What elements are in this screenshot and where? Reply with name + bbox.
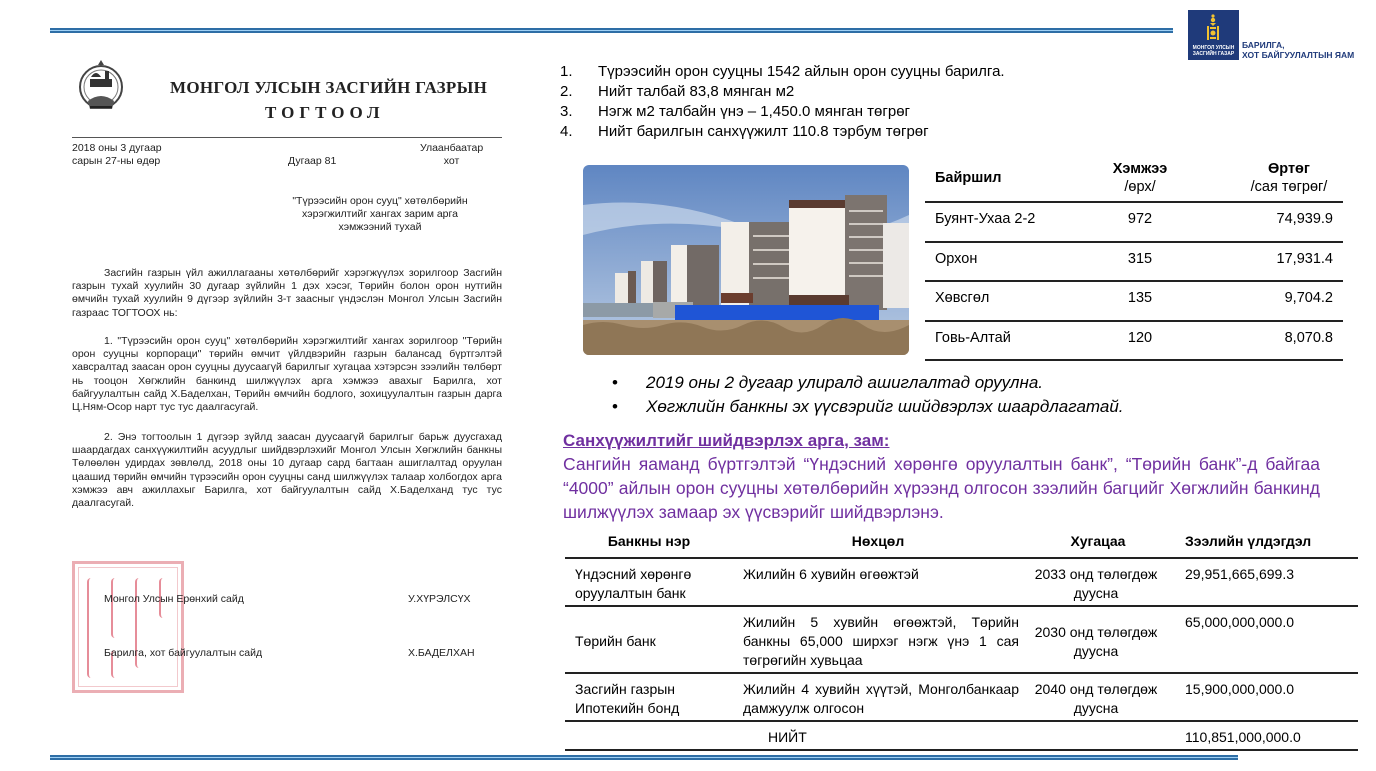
city-line-2: хот bbox=[443, 155, 460, 167]
financing-heading: Санхүүжилтийг шийдвэрлэх арга, зам: bbox=[563, 431, 890, 450]
col-bank: Банкны нэр bbox=[607, 533, 691, 549]
table-total-row bbox=[565, 721, 1358, 750]
cell-maturity: 2033 онд төлөгдөж дуусна bbox=[1034, 566, 1158, 601]
housing-locations-table bbox=[925, 158, 1343, 361]
official-seal-stamp bbox=[72, 561, 184, 693]
item-number: 2. bbox=[560, 83, 573, 100]
col-quantity bbox=[1075, 158, 1205, 202]
signatory-name: У.ХҮРЭЛСҮХ bbox=[408, 593, 471, 605]
list-item bbox=[560, 82, 1005, 102]
bank-loans-table bbox=[565, 530, 1358, 751]
government-resolution-scan bbox=[60, 45, 520, 705]
cell-location: Буянт-Ухаа 2-2 bbox=[935, 211, 1036, 227]
cell-terms: Жилийн 4 хувийн хүүтэй, Монголбанкаар дамжуулж олгосон bbox=[743, 681, 1019, 716]
list-item bbox=[560, 102, 1005, 122]
cell-bank: Засгийн газрын Ипотекийн бонд bbox=[575, 681, 680, 716]
cell-cost: 9,704.2 bbox=[1284, 290, 1333, 306]
bottom-divider bbox=[50, 755, 1238, 760]
resolution-subject bbox=[280, 195, 480, 234]
subject-line-2: хэрэгжилтийг хангах зарим арга bbox=[302, 208, 458, 220]
list-item: • 2019 оны 2 дугаар улиралд ашиглалтад оруулна. bbox=[612, 371, 1124, 395]
signatory-title: Барилга, хот байгуулалтын сайд bbox=[104, 647, 263, 659]
cell-quantity: 135 bbox=[1127, 290, 1153, 306]
item-text: Нийт талбай 83,8 мянган м2 bbox=[598, 83, 795, 100]
cell-balance: 29,951,665,699.3 bbox=[1185, 566, 1294, 582]
list-item bbox=[560, 62, 1005, 82]
col-cost bbox=[1205, 158, 1343, 202]
col-location: Байршил bbox=[935, 169, 1002, 186]
building-illustration bbox=[583, 165, 909, 355]
subject-line-1: "Түрээсийн орон сууц" хөтөлбөрийн bbox=[292, 195, 468, 207]
cell-quantity: 120 bbox=[1127, 329, 1153, 346]
table-row bbox=[565, 673, 1358, 721]
item-number: 4. bbox=[560, 123, 573, 140]
cell-quantity: 315 bbox=[1127, 250, 1153, 267]
resolution-clause-1: 1. "Түрээсийн орон сууц" хөтөлбөрийн хэрэгжилтийг хангах зорилгоор "Төрийн орон сууцны корпораци" төрийн өмчит үйлдвэрийн газрын балансад бүртгэлтэй хавсралтад заасан орон сууцны дуусаагүй барилгыг хугацаа хэтэрсэн зээлийн төлбөрт нь тооцон Хөгжлийн банкинд шилжүүлэх арга хэмжээ авахыг Барилга, хот байгуулалтын сайд Х.Баделхан, Төрийн өмчийн бодлого, зохицуулалтын газрын дарга Ц.Ням-Осор нарт тус тус даалгасугай. bbox=[72, 335, 502, 414]
top-divider bbox=[50, 28, 1173, 33]
cell-bank: Төрийн банк bbox=[575, 633, 656, 649]
cell-cost: 17,931.4 bbox=[1276, 250, 1333, 267]
ministry-name bbox=[1242, 40, 1354, 60]
cell-terms: Жилийн 6 хувийн өгөөжтэй bbox=[743, 566, 919, 582]
financing-description: Сангийн яаманд бүртгэлтэй “Үндэсний хөрөнгө оруулалтын банк”, “Төрийн банк”-д байгаа “4000” айлын орон сууцны хөтөлбөрийн хүрээнд олгосон зээлийн багцийг Хөгжлийн банкинд шилжүүлэх замаар эх үүсвэрийг шийдвэрлэнэ. bbox=[563, 454, 1320, 522]
soyombo-icon bbox=[1207, 14, 1219, 42]
col-balance: Зээлийн үлдэгдэл bbox=[1185, 533, 1312, 549]
cell-quantity: 972 bbox=[1127, 211, 1153, 227]
cost-label: Өртөг bbox=[1268, 160, 1310, 177]
table-row bbox=[565, 558, 1358, 606]
item-text: Нэгж м2 талбайн үнэ – 1,450.0 мянган төгрөг bbox=[598, 103, 911, 120]
resolution-type: ТОГТООЛ bbox=[265, 103, 385, 122]
ministry-logo bbox=[1188, 10, 1354, 60]
total-value: 110,851,000,000.0 bbox=[1185, 729, 1301, 745]
resolution-number: Дугаар 81 bbox=[288, 155, 337, 167]
table-row bbox=[925, 321, 1343, 361]
cell-location: Орхон bbox=[935, 250, 978, 267]
table-row bbox=[925, 202, 1343, 242]
state-emblem-icon bbox=[78, 57, 124, 121]
item-number: 1. bbox=[560, 63, 573, 80]
resolution-date bbox=[72, 142, 162, 168]
cell-terms: Жилийн 5 хувийн өгөөжтэй, Төрийн банкны 65,000 ширхэг нэгж үнэ 1 сая төгрөгийн хувьцаа bbox=[743, 614, 1019, 668]
total-label: НИЙТ bbox=[768, 729, 807, 745]
cell-cost: 8,070.8 bbox=[1284, 329, 1333, 346]
status-bullets bbox=[612, 371, 1124, 419]
list-item: • Хөгжлийн банкны эх үүсвэрийг шийдвэрлэх шаардлагатай. bbox=[612, 395, 1124, 419]
table-row bbox=[925, 242, 1343, 282]
resolution-preamble: Засгийн газрын үйл ажиллагааны хөтөлбөрийг хэрэгжүүлэх зорилгоор Засгийн газрын тухай хуулийн 30 дугаар зүйлийн 1 дэх хэсэг, Төрийн болон орон нутгийн өмчийн тухай хуулийн 9 дүгээр зүйлийн 3-т заасныг үндэслэн Монгол Улсын Засгийн газраас ТОГТООХ нь: bbox=[72, 267, 502, 319]
mongol-script-glyph bbox=[87, 578, 99, 678]
date-line-1: 2018 оны 3 дугаар bbox=[72, 142, 162, 154]
col-terms: Нөхцөл bbox=[851, 533, 905, 549]
cell-balance: 65,000,000,000.0 bbox=[1185, 614, 1294, 630]
table-header-row bbox=[565, 530, 1358, 558]
resolution-city bbox=[420, 142, 483, 168]
signatory-title: Монгол Улсын Ерөнхий сайд bbox=[104, 593, 244, 605]
table-row bbox=[565, 606, 1358, 673]
subject-line-3: хэмжээний тухай bbox=[338, 221, 422, 233]
col-maturity: Хугацаа bbox=[1070, 533, 1126, 549]
date-line-2: сарын 27-ны өдөр bbox=[72, 155, 161, 167]
mongol-script-glyph bbox=[111, 578, 123, 638]
resolution-clause-2: 2. Энэ тогтоолын 1 дүгээр зүйлд заасан дуусаагүй барилгыг барьж дуусгахад шаардагдах санхүүжилтийн асуудлыг шийдвэрлэхийг Монгол Улсын Хөгжлийн банкны Төлөөлөн удирдах зөвлөлд, 2018 оны 10 дугаар сард багтаан ашиглалтад оруулан цаашид төрийн өмчийн түрээсийн орон сууцны санд шилжүүлэх талаар холбогдох арга хэмжээ авч ажиллахыг Барилга, хот байгуулалтын сайд Х.Баделханд тус тус даалгасугай. bbox=[72, 431, 502, 510]
cell-location: Хөвсгөл bbox=[935, 290, 990, 306]
cell-maturity: 2040 онд төлөгдөж дуусна bbox=[1034, 681, 1158, 716]
cell-cost: 74,939.9 bbox=[1276, 211, 1333, 227]
cell-location: Говь-Алтай bbox=[935, 329, 1011, 346]
cell-maturity: 2030 онд төлөгдөж дуусна bbox=[1034, 623, 1158, 659]
item-text: Түрээсийн орон сууцны 1542 айлын орон сууцны барилга. bbox=[598, 63, 1005, 80]
list-item bbox=[560, 122, 1005, 142]
header-rule bbox=[72, 137, 502, 138]
cost-unit: /сая төгрөг/ bbox=[1250, 178, 1328, 195]
quantity-label: Хэмжээ bbox=[1112, 160, 1168, 177]
apartment-buildings-photo bbox=[583, 165, 909, 355]
government-emblem-box bbox=[1188, 10, 1239, 60]
item-text: Нийт барилгын санхүүжилт 110.8 тэрбум төгрөг bbox=[598, 123, 929, 140]
cell-balance: 15,900,000,000.0 bbox=[1185, 681, 1294, 697]
city-line-1: Улаанбаатар bbox=[420, 142, 484, 154]
emblem-caption: МОНГОЛ УЛСЫН ЗАСГИЙН ГАЗАР bbox=[1192, 45, 1235, 57]
resolution-issuer: МОНГОЛ УЛСЫН ЗАСГИЙН ГАЗРЫН bbox=[170, 78, 488, 97]
table-header-row bbox=[925, 158, 1343, 202]
item-number: 3. bbox=[560, 103, 573, 120]
table-row bbox=[925, 281, 1343, 321]
cell-bank: Үндэсний хөрөнгө оруулалтын банк bbox=[575, 566, 692, 601]
ministry-name-line2: ХОТ БАЙГУУЛАЛТЫН ЯАМ bbox=[1242, 50, 1355, 60]
signatory-name: Х.БАДЕЛХАН bbox=[408, 647, 475, 659]
quantity-unit: /өрх/ bbox=[1124, 178, 1156, 195]
key-facts-list bbox=[560, 62, 1005, 142]
ministry-name-line1: БАРИЛГА, bbox=[1242, 40, 1285, 50]
